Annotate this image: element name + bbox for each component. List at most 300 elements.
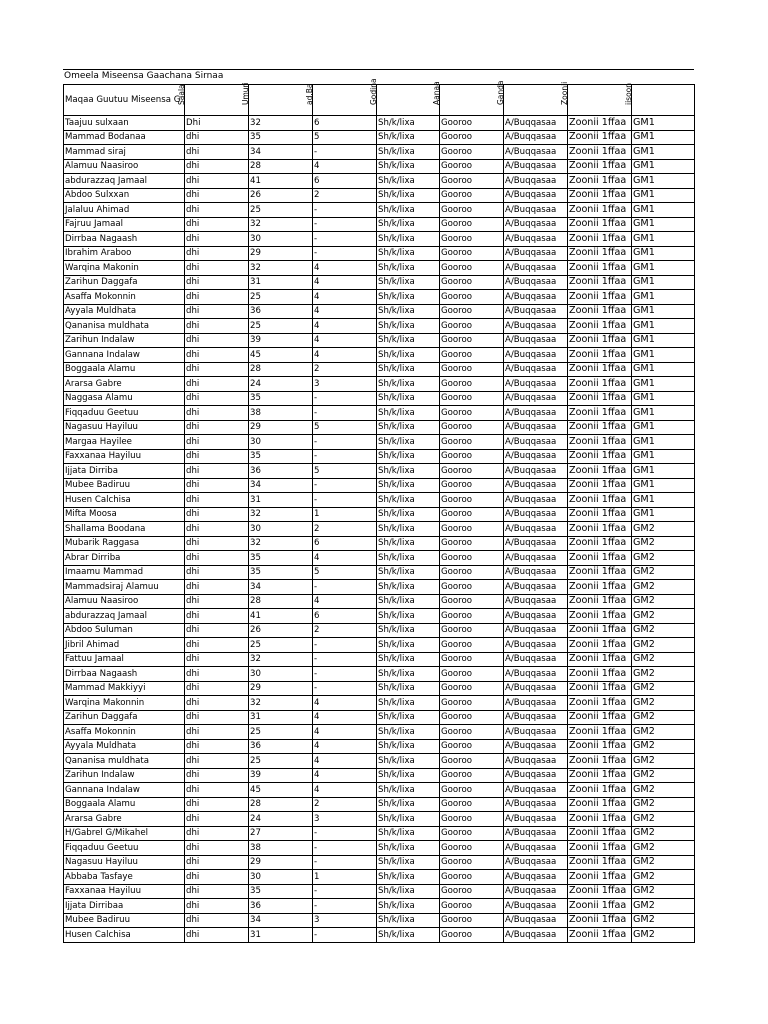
cell-zone: Sh/k/lixa <box>377 710 440 725</box>
table-row <box>64 696 695 711</box>
cell-kebele: A/Buqqasaa <box>504 681 568 696</box>
cell-zone: Sh/k/lixa <box>377 232 440 247</box>
cell-age: 30 <box>249 667 313 682</box>
cell-zone: Sh/k/lixa <box>377 464 440 479</box>
cell-group: GM2 <box>632 594 695 609</box>
cell-zoonii: Zoonii 1ffaa <box>568 145 632 160</box>
cell-kebele: A/Buqqasaa <box>504 406 568 421</box>
cell-family-size: - <box>313 681 377 696</box>
cell-group: GM1 <box>632 391 695 406</box>
cell-group: GM2 <box>632 522 695 537</box>
cell-gender: Dhi <box>185 116 249 131</box>
cell-group: GM2 <box>632 768 695 783</box>
table-row <box>64 826 695 841</box>
cell-group: GM1 <box>632 319 695 334</box>
cell-district: Gooroo <box>440 739 504 754</box>
cell-group: GM2 <box>632 696 695 711</box>
cell-zone: Sh/k/lixa <box>377 116 440 131</box>
cell-zone: Sh/k/lixa <box>377 768 440 783</box>
cell-age: 36 <box>249 899 313 914</box>
cell-age: 32 <box>249 217 313 232</box>
header-full-name: Maqaa Guutuu Miseensa G <box>64 85 185 116</box>
table-row <box>64 290 695 305</box>
cell-name: Asaffa Mokonnin <box>64 725 185 740</box>
cell-zone: Sh/k/lixa <box>377 609 440 624</box>
cell-age: 29 <box>249 246 313 261</box>
cell-zoonii: Zoonii 1ffaa <box>568 812 632 827</box>
cell-name: Dirrbaa Nagaash <box>64 232 185 247</box>
cell-age: 35 <box>249 551 313 566</box>
cell-age: 31 <box>249 493 313 508</box>
table-row <box>64 319 695 334</box>
cell-kebele: A/Buqqasaa <box>504 145 568 160</box>
cell-family-size: 5 <box>313 130 377 145</box>
cell-zone: Sh/k/lixa <box>377 145 440 160</box>
cell-age: 26 <box>249 188 313 203</box>
cell-name: Nagasuu Hayiluu <box>64 855 185 870</box>
cell-family-size: 4 <box>313 261 377 276</box>
table-row <box>64 754 695 769</box>
cell-zone: Sh/k/lixa <box>377 855 440 870</box>
cell-zoonii: Zoonii 1ffaa <box>568 768 632 783</box>
cell-zone: Sh/k/lixa <box>377 174 440 189</box>
cell-zone: Sh/k/lixa <box>377 159 440 174</box>
cell-district: Gooroo <box>440 536 504 551</box>
cell-zoonii: Zoonii 1ffaa <box>568 899 632 914</box>
cell-age: 39 <box>249 333 313 348</box>
cell-zone: Sh/k/lixa <box>377 928 440 943</box>
table-row <box>64 652 695 667</box>
cell-age: 39 <box>249 768 313 783</box>
table-row <box>64 507 695 522</box>
cell-zone: Sh/k/lixa <box>377 493 440 508</box>
cell-district: Gooroo <box>440 580 504 595</box>
cell-zoonii: Zoonii 1ffaa <box>568 739 632 754</box>
cell-zoonii: Zoonii 1ffaa <box>568 232 632 247</box>
table-row <box>64 493 695 508</box>
cell-age: 35 <box>249 449 313 464</box>
cell-zone: Sh/k/lixa <box>377 565 440 580</box>
table-row <box>64 362 695 377</box>
cell-kebele: A/Buqqasaa <box>504 304 568 319</box>
cell-name: Boggaala Alamu <box>64 362 185 377</box>
cell-zoonii: Zoonii 1ffaa <box>568 797 632 812</box>
cell-gender: dhi <box>185 319 249 334</box>
cell-district: Gooroo <box>440 812 504 827</box>
cell-kebele: A/Buqqasaa <box>504 551 568 566</box>
cell-group: GM1 <box>632 348 695 363</box>
cell-kebele: A/Buqqasaa <box>504 362 568 377</box>
cell-district: Gooroo <box>440 681 504 696</box>
cell-group: GM2 <box>632 551 695 566</box>
cell-age: 25 <box>249 203 313 218</box>
cell-gender: dhi <box>185 377 249 392</box>
cell-gender: dhi <box>185 232 249 247</box>
cell-group: GM2 <box>632 855 695 870</box>
cell-gender: dhi <box>185 913 249 928</box>
table-row <box>64 145 695 160</box>
header-group: iisoon <box>632 85 695 116</box>
table-row <box>64 522 695 537</box>
table-row <box>64 275 695 290</box>
cell-name: Ayyala Muldhata <box>64 739 185 754</box>
cell-zone: Sh/k/lixa <box>377 478 440 493</box>
cell-age: 28 <box>249 362 313 377</box>
cell-gender: dhi <box>185 275 249 290</box>
cell-family-size: 1 <box>313 870 377 885</box>
cell-zoonii: Zoonii 1ffaa <box>568 667 632 682</box>
cell-district: Gooroo <box>440 232 504 247</box>
cell-group: GM2 <box>632 638 695 653</box>
cell-zone: Sh/k/lixa <box>377 623 440 638</box>
cell-name: Zarihun Indalaw <box>64 333 185 348</box>
cell-kebele: A/Buqqasaa <box>504 667 568 682</box>
table-row <box>64 435 695 450</box>
cell-name: Mammad Bodanaa <box>64 130 185 145</box>
cell-gender: dhi <box>185 261 249 276</box>
cell-zone: Sh/k/lixa <box>377 348 440 363</box>
cell-gender: dhi <box>185 841 249 856</box>
cell-family-size: 4 <box>313 783 377 798</box>
cell-gender: dhi <box>185 435 249 450</box>
cell-zoonii: Zoonii 1ffaa <box>568 435 632 450</box>
cell-zoonii: Zoonii 1ffaa <box>568 203 632 218</box>
cell-family-size: 2 <box>313 362 377 377</box>
cell-family-size: 4 <box>313 159 377 174</box>
cell-gender: dhi <box>185 739 249 754</box>
cell-age: 25 <box>249 725 313 740</box>
cell-name: Zarihun Daggafa <box>64 710 185 725</box>
cell-kebele: A/Buqqasaa <box>504 725 568 740</box>
cell-group: GM1 <box>632 145 695 160</box>
cell-kebele: A/Buqqasaa <box>504 609 568 624</box>
cell-age: 36 <box>249 304 313 319</box>
cell-gender: dhi <box>185 478 249 493</box>
cell-name: Fiqqaduu Geetuu <box>64 841 185 856</box>
cell-district: Gooroo <box>440 478 504 493</box>
cell-family-size: 4 <box>313 725 377 740</box>
cell-group: GM2 <box>632 783 695 798</box>
cell-name: Naggasa Alamu <box>64 391 185 406</box>
cell-gender: dhi <box>185 928 249 943</box>
table-row <box>64 377 695 392</box>
cell-age: 30 <box>249 232 313 247</box>
cell-district: Gooroo <box>440 203 504 218</box>
cell-family-size: - <box>313 884 377 899</box>
cell-zoonii: Zoonii 1ffaa <box>568 681 632 696</box>
cell-zone: Sh/k/lixa <box>377 826 440 841</box>
cell-group: GM2 <box>632 652 695 667</box>
cell-kebele: A/Buqqasaa <box>504 754 568 769</box>
cell-zoonii: Zoonii 1ffaa <box>568 217 632 232</box>
cell-gender: dhi <box>185 623 249 638</box>
cell-district: Gooroo <box>440 870 504 885</box>
cell-group: GM2 <box>632 565 695 580</box>
cell-zone: Sh/k/lixa <box>377 884 440 899</box>
table-row <box>64 246 695 261</box>
cell-zoonii: Zoonii 1ffaa <box>568 478 632 493</box>
cell-group: GM2 <box>632 826 695 841</box>
cell-zone: Sh/k/lixa <box>377 739 440 754</box>
cell-gender: dhi <box>185 406 249 421</box>
cell-age: 45 <box>249 783 313 798</box>
cell-group: GM1 <box>632 246 695 261</box>
cell-kebele: A/Buqqasaa <box>504 174 568 189</box>
cell-zone: Sh/k/lixa <box>377 377 440 392</box>
cell-zone: Sh/k/lixa <box>377 449 440 464</box>
cell-kebele: A/Buqqasaa <box>504 246 568 261</box>
cell-kebele: A/Buqqasaa <box>504 464 568 479</box>
table-row <box>64 797 695 812</box>
cell-age: 38 <box>249 841 313 856</box>
cell-name: Margaa Hayilee <box>64 435 185 450</box>
cell-district: Gooroo <box>440 638 504 653</box>
cell-name: Nagasuu Hayiluu <box>64 420 185 435</box>
cell-gender: dhi <box>185 768 249 783</box>
cell-zoonii: Zoonii 1ffaa <box>568 261 632 276</box>
cell-name: Jalaluu Ahimad <box>64 203 185 218</box>
cell-family-size: 2 <box>313 522 377 537</box>
cell-district: Gooroo <box>440 420 504 435</box>
cell-family-size: - <box>313 406 377 421</box>
cell-age: 32 <box>249 116 313 131</box>
table-row <box>64 855 695 870</box>
cell-name: Husen Calchisa <box>64 493 185 508</box>
cell-name: Fattuu Jamaal <box>64 652 185 667</box>
cell-district: Gooroo <box>440 464 504 479</box>
cell-district: Gooroo <box>440 145 504 160</box>
cell-family-size: 4 <box>313 333 377 348</box>
table-row <box>64 304 695 319</box>
cell-family-size: - <box>313 217 377 232</box>
cell-age: 29 <box>249 855 313 870</box>
cell-gender: dhi <box>185 667 249 682</box>
cell-gender: dhi <box>185 493 249 508</box>
cell-district: Gooroo <box>440 116 504 131</box>
cell-district: Gooroo <box>440 522 504 537</box>
table-row <box>64 478 695 493</box>
cell-family-size: 4 <box>313 696 377 711</box>
table-row <box>64 116 695 131</box>
cell-group: GM1 <box>632 217 695 232</box>
cell-zone: Sh/k/lixa <box>377 406 440 421</box>
cell-family-size: 3 <box>313 377 377 392</box>
cell-zone: Sh/k/lixa <box>377 783 440 798</box>
cell-age: 25 <box>249 638 313 653</box>
cell-group: GM1 <box>632 435 695 450</box>
cell-family-size: - <box>313 841 377 856</box>
cell-zone: Sh/k/lixa <box>377 580 440 595</box>
cell-age: 32 <box>249 652 313 667</box>
cell-zone: Sh/k/lixa <box>377 594 440 609</box>
cell-district: Gooroo <box>440 667 504 682</box>
cell-name: Alamuu Naasiroo <box>64 159 185 174</box>
table-row <box>64 638 695 653</box>
cell-family-size: 5 <box>313 565 377 580</box>
cell-kebele: A/Buqqasaa <box>504 768 568 783</box>
cell-group: GM1 <box>632 116 695 131</box>
cell-kebele: A/Buqqasaa <box>504 217 568 232</box>
cell-kebele: A/Buqqasaa <box>504 478 568 493</box>
cell-group: GM1 <box>632 333 695 348</box>
cell-family-size: 4 <box>313 304 377 319</box>
cell-district: Gooroo <box>440 768 504 783</box>
cell-kebele: A/Buqqasaa <box>504 449 568 464</box>
cell-gender: dhi <box>185 681 249 696</box>
cell-age: 28 <box>249 594 313 609</box>
cell-age: 29 <box>249 681 313 696</box>
cell-zoonii: Zoonii 1ffaa <box>568 623 632 638</box>
cell-district: Gooroo <box>440 391 504 406</box>
cell-zoonii: Zoonii 1ffaa <box>568 870 632 885</box>
cell-family-size: 4 <box>313 275 377 290</box>
cell-family-size: 4 <box>313 594 377 609</box>
cell-zone: Sh/k/lixa <box>377 507 440 522</box>
cell-zoonii: Zoonii 1ffaa <box>568 493 632 508</box>
cell-zoonii: Zoonii 1ffaa <box>568 565 632 580</box>
cell-zone: Sh/k/lixa <box>377 319 440 334</box>
cell-group: GM2 <box>632 754 695 769</box>
table-row <box>64 159 695 174</box>
table-row <box>64 841 695 856</box>
cell-name: Ararsa Gabre <box>64 812 185 827</box>
cell-gender: dhi <box>185 362 249 377</box>
table-row <box>64 899 695 914</box>
cell-zoonii: Zoonii 1ffaa <box>568 116 632 131</box>
header-district: Aanaa <box>440 85 504 116</box>
cell-district: Gooroo <box>440 652 504 667</box>
cell-age: 25 <box>249 290 313 305</box>
cell-district: Gooroo <box>440 188 504 203</box>
cell-family-size: - <box>313 145 377 160</box>
cell-zoonii: Zoonii 1ffaa <box>568 551 632 566</box>
header-zoonii: Zoonii <box>568 85 632 116</box>
cell-zoonii: Zoonii 1ffaa <box>568 391 632 406</box>
cell-age: 30 <box>249 435 313 450</box>
cell-age: 36 <box>249 464 313 479</box>
cell-zoonii: Zoonii 1ffaa <box>568 536 632 551</box>
cell-gender: dhi <box>185 652 249 667</box>
cell-name: Asaffa Mokonnin <box>64 290 185 305</box>
cell-zoonii: Zoonii 1ffaa <box>568 333 632 348</box>
cell-district: Gooroo <box>440 551 504 566</box>
cell-gender: dhi <box>185 783 249 798</box>
cell-gender: dhi <box>185 826 249 841</box>
cell-district: Gooroo <box>440 159 504 174</box>
cell-name: Mubarik Raggasa <box>64 536 185 551</box>
cell-name: Gannana Indalaw <box>64 348 185 363</box>
cell-zone: Sh/k/lixa <box>377 420 440 435</box>
cell-kebele: A/Buqqasaa <box>504 536 568 551</box>
cell-name: Gannana Indalaw <box>64 783 185 798</box>
cell-zoonii: Zoonii 1ffaa <box>568 594 632 609</box>
header-family-size: ad.Ba <box>313 85 377 116</box>
cell-group: GM2 <box>632 812 695 827</box>
cell-gender: dhi <box>185 884 249 899</box>
cell-zoonii: Zoonii 1ffaa <box>568 652 632 667</box>
cell-kebele: A/Buqqasaa <box>504 783 568 798</box>
cell-family-size: 2 <box>313 188 377 203</box>
cell-zoonii: Zoonii 1ffaa <box>568 362 632 377</box>
cell-family-size: - <box>313 855 377 870</box>
cell-kebele: A/Buqqasaa <box>504 710 568 725</box>
cell-family-size: 2 <box>313 623 377 638</box>
cell-zone: Sh/k/lixa <box>377 130 440 145</box>
cell-group: GM1 <box>632 420 695 435</box>
cell-zone: Sh/k/lixa <box>377 188 440 203</box>
cell-zoonii: Zoonii 1ffaa <box>568 696 632 711</box>
cell-family-size: 4 <box>313 739 377 754</box>
cell-zoonii: Zoonii 1ffaa <box>568 174 632 189</box>
cell-kebele: A/Buqqasaa <box>504 841 568 856</box>
cell-group: GM2 <box>632 681 695 696</box>
cell-name: Qananisa muldhata <box>64 319 185 334</box>
cell-district: Gooroo <box>440 783 504 798</box>
cell-group: GM1 <box>632 304 695 319</box>
cell-age: 31 <box>249 275 313 290</box>
cell-zone: Sh/k/lixa <box>377 261 440 276</box>
cell-family-size: 3 <box>313 812 377 827</box>
cell-zone: Sh/k/lixa <box>377 275 440 290</box>
cell-group: GM1 <box>632 130 695 145</box>
cell-group: GM1 <box>632 174 695 189</box>
header-zone: Godina <box>377 85 440 116</box>
cell-group: GM1 <box>632 203 695 218</box>
cell-gender: dhi <box>185 536 249 551</box>
cell-zoonii: Zoonii 1ffaa <box>568 754 632 769</box>
cell-age: 28 <box>249 159 313 174</box>
cell-name: Ijjata Dirribaa <box>64 899 185 914</box>
cell-group: GM2 <box>632 870 695 885</box>
cell-family-size: 4 <box>313 348 377 363</box>
cell-district: Gooroo <box>440 754 504 769</box>
cell-zoonii: Zoonii 1ffaa <box>568 406 632 421</box>
cell-age: 35 <box>249 565 313 580</box>
cell-district: Gooroo <box>440 435 504 450</box>
cell-zone: Sh/k/lixa <box>377 391 440 406</box>
cell-group: GM2 <box>632 710 695 725</box>
cell-age: 25 <box>249 319 313 334</box>
cell-gender: dhi <box>185 754 249 769</box>
cell-age: 34 <box>249 913 313 928</box>
table-row <box>64 594 695 609</box>
cell-kebele: A/Buqqasaa <box>504 188 568 203</box>
cell-name: Abrar Dirriba <box>64 551 185 566</box>
cell-zone: Sh/k/lixa <box>377 203 440 218</box>
cell-kebele: A/Buqqasaa <box>504 420 568 435</box>
cell-district: Gooroo <box>440 841 504 856</box>
cell-zone: Sh/k/lixa <box>377 333 440 348</box>
table-row <box>64 203 695 218</box>
cell-kebele: A/Buqqasaa <box>504 826 568 841</box>
cell-age: 25 <box>249 754 313 769</box>
table-row <box>64 913 695 928</box>
table-row <box>64 681 695 696</box>
cell-zoonii: Zoonii 1ffaa <box>568 304 632 319</box>
cell-group: GM1 <box>632 261 695 276</box>
cell-district: Gooroo <box>440 797 504 812</box>
cell-zoonii: Zoonii 1ffaa <box>568 638 632 653</box>
cell-name: Qananisa muldhata <box>64 754 185 769</box>
cell-age: 34 <box>249 580 313 595</box>
cell-family-size: 4 <box>313 551 377 566</box>
cell-family-size: 4 <box>313 319 377 334</box>
cell-family-size: - <box>313 493 377 508</box>
cell-zoonii: Zoonii 1ffaa <box>568 246 632 261</box>
cell-name: Zarihun Indalaw <box>64 768 185 783</box>
cell-family-size: - <box>313 435 377 450</box>
cell-group: GM1 <box>632 362 695 377</box>
